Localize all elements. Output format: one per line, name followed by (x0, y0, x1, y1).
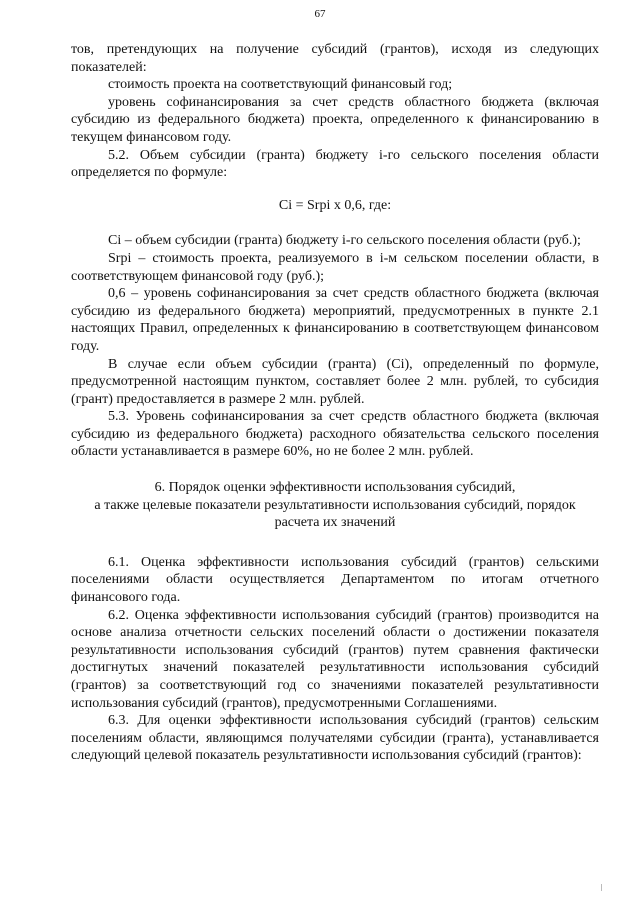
paragraph: стоимость проекта на соответствующий финансовый год; (108, 77, 453, 93)
section-heading (71, 479, 599, 532)
paragraph: 6.3. Для оценки эффективности использования субсидий (грантов) сельским поселениям области, являющимся получателями субсидии (гранта), устанавливается следующий целевой показатель результативности использования субсидий (грантов): (71, 713, 599, 764)
page-number: 67 (314, 8, 326, 20)
paragraph: 5.3. Уровень софинансирования за счет средств областного бюджета (включая субсидию из федерального бюджета) расходного обязательства сельского поселения области устанавливается в размере 60%, но не более 2 млн. рублей. (71, 409, 599, 460)
scan-mark (601, 884, 602, 891)
section-heading-line: расчета их значений (274, 515, 396, 531)
paragraph: тов, претендующих на получение субсидий (грантов), исходя из следующих показателей: (71, 42, 599, 75)
section-heading-line: а также целевые показатели результативности использования субсидий, порядок (94, 497, 576, 513)
section-heading-line: 6. Порядок оценки эффективности использования субсидий, (154, 480, 516, 496)
paragraph: Srpi – стоимость проекта, реализуемого в i-м сельском поселении области, в соответствующем финансовой году (руб.); (71, 250, 599, 284)
paragraph: 0,6 – уровень софинансирования за счет средств областного бюджета (включая субсидию из федерального бюджета) мероприятий, предусмотренных в пункте 2.1 настоящих Правил, определенных к финансированию в соответствующем финансовом году. (71, 286, 599, 354)
paragraph: 6.2. Оценка эффективности использования субсидий (грантов) производится на основе анализа отчетности сельских поселений области о достижении показателя результативности использования субсидий (грантов) путем сравнения фактически достигнутых значений показателей результативности использования субсидий (грантов) за соответствующий год со значениями показателей результативности использования субсидий (грантов), предусмотренными Соглашениями. (71, 607, 599, 711)
paragraph: 6.1. Оценка эффективности использования субсидий (грантов) сельскими поселениями области осуществляется Департаментом по итогам отчетного финансового года. (71, 554, 599, 606)
formula: Ci = Srpi х 0,6, где: (278, 197, 392, 213)
paragraph: 5.2. Объем субсидии (гранта) бюджету i-го сельского поселения области определяется по формуле: (71, 147, 599, 181)
document-body (71, 41, 599, 765)
paragraph: уровень софинансирования за счет средств областного бюджета (включая субсидию из федерального бюджета) проекта, определенного к финансированию в текущем финансовом году. (71, 94, 599, 145)
paragraph: В случае если объем субсидии (гранта) (Ci), определенный по формуле, предусмотренной настоящим пунктом, составляет более 2 млн. рублей, то субсидия (грант) предоставляется в размере 2 млн. рублей. (71, 356, 599, 407)
paragraph: Ci – объем субсидии (гранта) бюджету i-го сельского поселения области (руб.); (108, 233, 581, 249)
